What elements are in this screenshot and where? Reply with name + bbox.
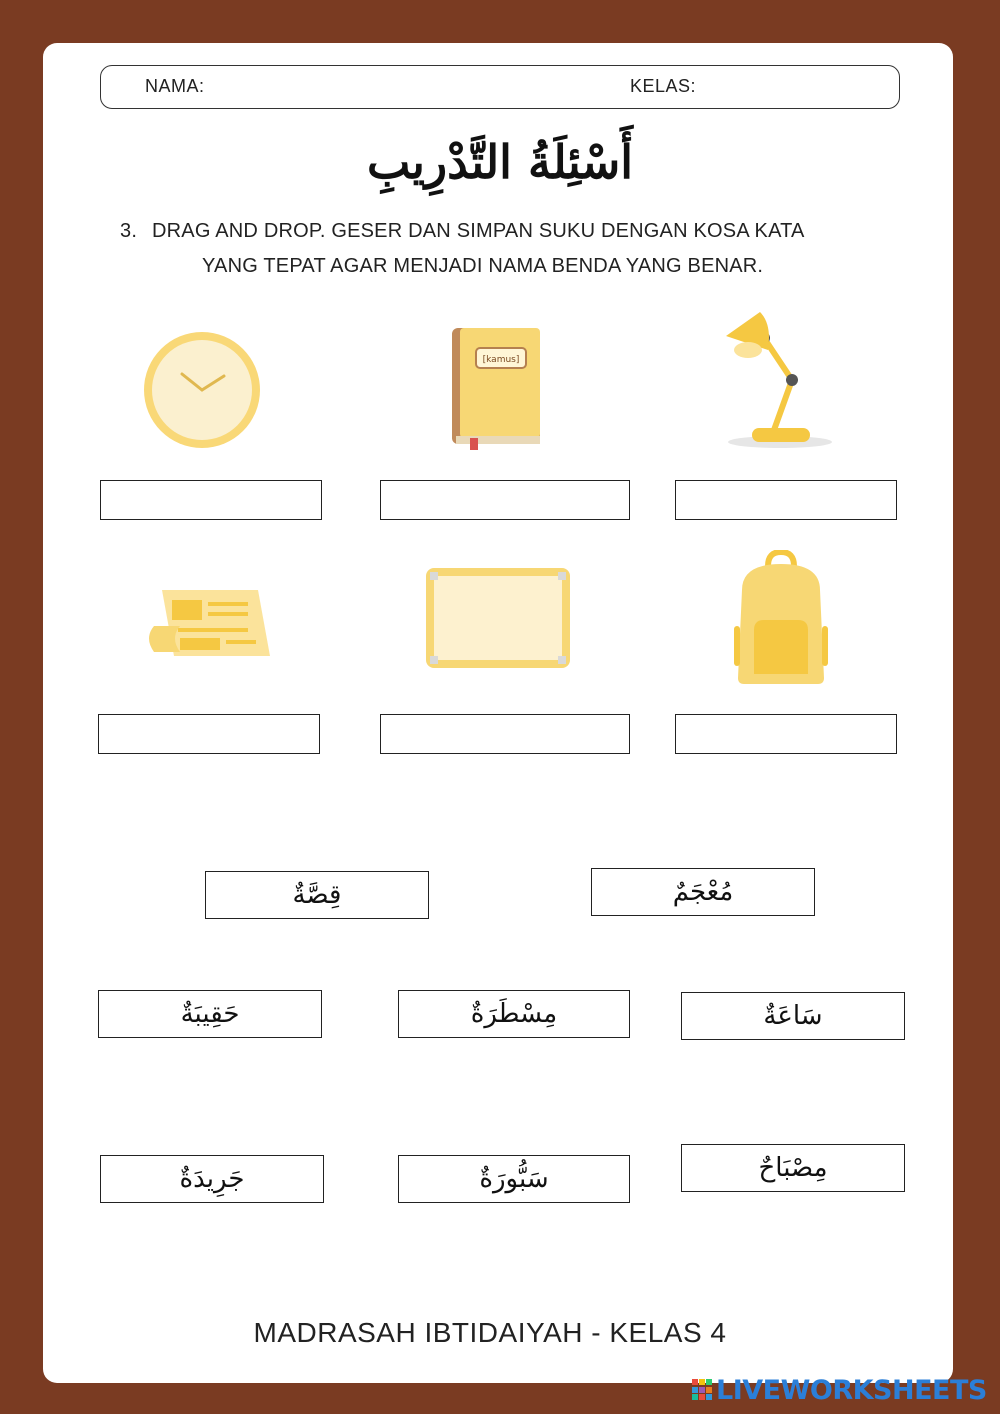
answer-drop-box-clock[interactable] — [100, 480, 322, 520]
page-title: أَسْئِلَةُ التَّدْرِيبِ — [366, 135, 634, 189]
word-card-mistharah[interactable]: مِسْطَرَةٌ — [398, 990, 630, 1038]
answer-drop-box-backpack[interactable] — [675, 714, 897, 754]
word-card-sabburah[interactable]: سَبُّورَةٌ — [398, 1155, 630, 1203]
word-card-mishbah[interactable]: مِصْبَاحٌ — [681, 1144, 905, 1192]
footer-text: MADRASAH IBTIDAIYAH - KELAS 4 — [253, 1317, 727, 1348]
word-card-qissah[interactable]: قِصَّةٌ — [205, 871, 429, 919]
instruction-number: 3. — [120, 220, 138, 242]
watermark-text: LIVEWORKSHEETS — [716, 1374, 987, 1406]
word-card-jaridah[interactable]: جَرِيدَةٌ — [100, 1155, 324, 1203]
instruction — [120, 214, 920, 284]
word-card-saah[interactable]: سَاعَةٌ — [681, 992, 905, 1040]
word-card-haqibah[interactable]: حَقِيبَةٌ — [98, 990, 322, 1038]
name-class-header — [100, 65, 900, 109]
newspaper-icon — [144, 586, 272, 662]
liveworksheets-watermark — [692, 1374, 987, 1406]
dictionary-book-icon — [448, 326, 544, 452]
class-label: KELAS: — [630, 76, 697, 96]
clock-icon — [140, 328, 264, 452]
book-label: [kamus] — [482, 355, 520, 365]
answer-drop-box-newspaper[interactable] — [98, 714, 320, 754]
instruction-line-1: DRAG AND DROP. GESER DAN SIMPAN SUKU DENGAN KOSA KATA — [152, 220, 805, 242]
desk-lamp-icon — [722, 290, 840, 450]
answer-drop-box-dictionary[interactable] — [380, 480, 630, 520]
word-card-mujam[interactable]: مُعْجَمٌ — [591, 868, 815, 916]
answer-drop-box-whiteboard[interactable] — [380, 714, 630, 754]
whiteboard-icon — [424, 566, 572, 670]
name-label: NAMA: — [145, 76, 205, 96]
instruction-line-2: YANG TEPAT AGAR MENJADI NAMA BENDA YANG BENAR. — [202, 255, 764, 277]
liveworksheets-logo-icon — [692, 1379, 712, 1401]
answer-drop-box-lamp[interactable] — [675, 480, 897, 520]
backpack-icon — [732, 550, 830, 688]
